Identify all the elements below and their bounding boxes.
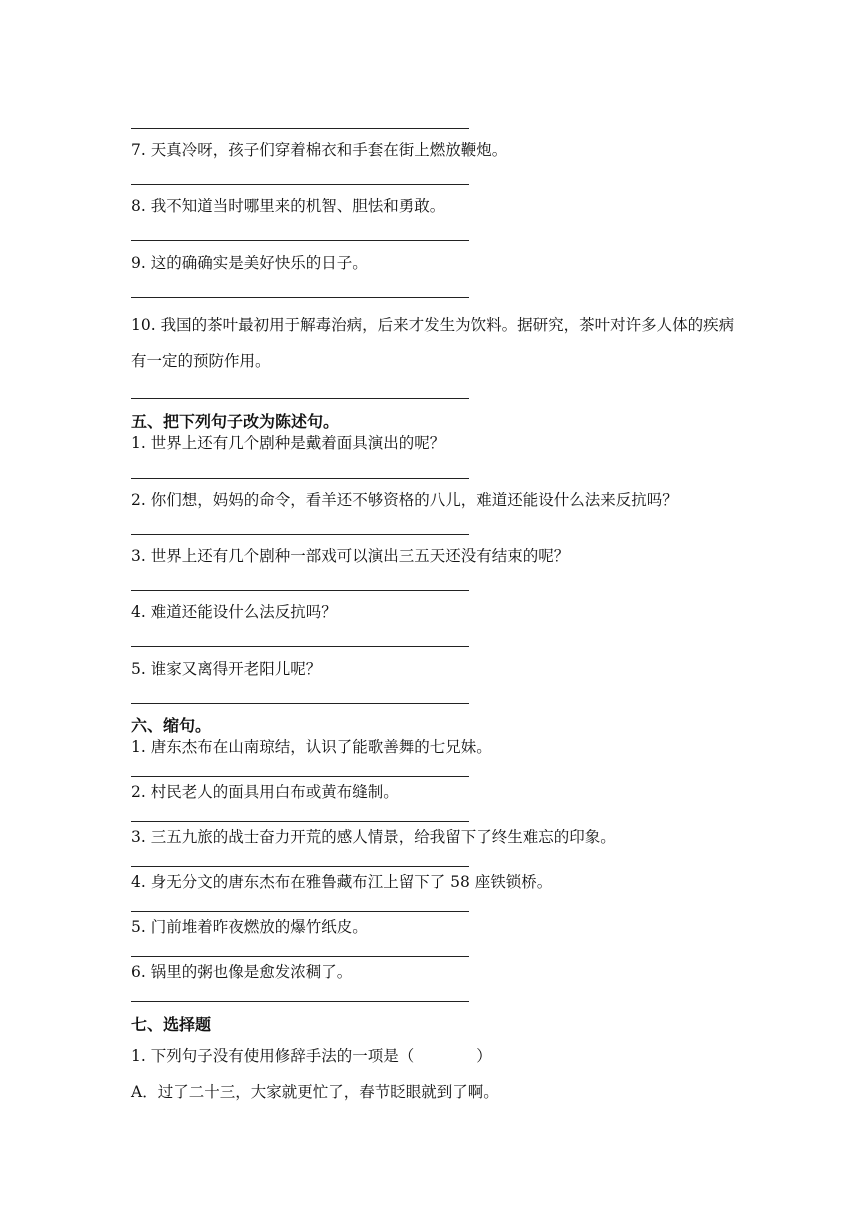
answer-line	[131, 128, 469, 129]
answer-line	[131, 297, 469, 298]
question-6-6: 6. 锅里的粥也像是愈发浓稠了。	[131, 963, 353, 981]
question-5-1: 1. 世界上还有几个剧种是戴着面具演出的呢？	[131, 434, 446, 452]
question-6-4: 4. 身无分文的唐东杰布在雅鲁藏布江上留下了 58 座铁锁桥。	[131, 873, 553, 891]
answer-line	[131, 776, 469, 777]
answer-line	[131, 240, 469, 241]
answer-line	[131, 956, 469, 957]
question-5-5: 5. 谁家又离得开老阳儿呢？	[131, 660, 322, 678]
question-6-1: 1. 唐东杰布在山南琼结，认识了能歌善舞的七兄妹。	[131, 738, 492, 756]
answer-line	[131, 534, 469, 535]
answer-line	[131, 703, 469, 704]
question-4-9: 9. 这的确确实是美好快乐的日子。	[131, 254, 368, 272]
answer-line	[131, 398, 469, 399]
section-5-title: 五、把下列句子改为陈述句。	[131, 412, 340, 431]
question-4-7: 7. 天真冷呀，孩子们穿着棉衣和手套在街上燃放鞭炮。	[131, 141, 508, 159]
section-7-title: 七、选择题	[131, 1015, 212, 1034]
question-6-3: 3. 三五九旅的战士奋力开荒的感人情景，给我留下了终生难忘的印象。	[131, 828, 616, 846]
answer-line	[131, 590, 469, 591]
question-5-2: 2. 你们想，妈妈的命令，看羊还不够资格的八儿，难道还能设什么法来反抗吗？	[131, 491, 678, 509]
option-a: A．过了二十三，大家就更忙了，春节眨眼就到了啊。	[131, 1083, 499, 1101]
answer-line	[131, 911, 469, 912]
answer-line	[131, 478, 469, 479]
question-6-2: 2. 村民老人的面具用白布或黄布缝制。	[131, 783, 399, 801]
question-5-4: 4. 难道还能设什么法反抗吗？	[131, 603, 337, 621]
question-7-1: 1. 下列句子没有使用修辞手法的一项是（ ）	[131, 1047, 492, 1065]
answer-line	[131, 821, 469, 822]
answer-line	[131, 646, 469, 647]
question-4-8: 8. 我不知道当时哪里来的机智、胆怯和勇敢。	[131, 197, 446, 215]
question-5-3: 3. 世界上还有几个剧种一部戏可以演出三五天还没有结束的呢？	[131, 547, 570, 565]
question-4-10: 10. 我国的茶叶最初用于解毒治病，后来才发生为饮料。据研究，茶叶对许多人体的疾病有一定的预防作用。	[131, 316, 735, 370]
section-6-title: 六、缩句。	[131, 716, 212, 735]
question-6-5: 5. 门前堆着昨夜燃放的爆竹纸皮。	[131, 918, 368, 936]
answer-line	[131, 866, 469, 867]
answer-line	[131, 1001, 469, 1002]
answer-line	[131, 184, 469, 185]
